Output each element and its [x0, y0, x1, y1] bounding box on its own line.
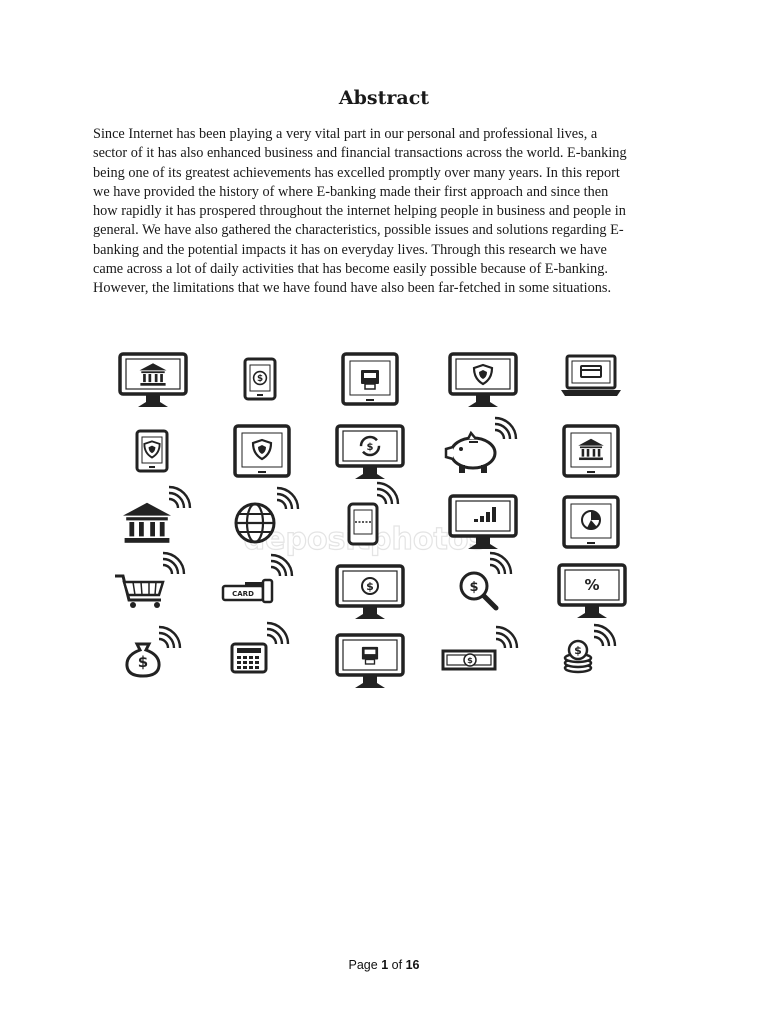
- svg-text:$: $: [366, 442, 374, 453]
- card-swipe-wireless-icon: [223, 555, 292, 602]
- tablet-pie-chart-icon: [564, 497, 618, 547]
- tablet-shield-large-icon: [235, 426, 289, 476]
- page-word: Page: [348, 958, 378, 972]
- abstract-paragraph: [93, 125, 678, 299]
- magnifier-dollar-sign: $: [469, 580, 479, 595]
- bank-wireless-icon: [123, 487, 190, 543]
- ebanking-icon-grid: [91, 340, 655, 696]
- shopping-cart-wireless-icon: [115, 553, 184, 608]
- magnifier-dollar-icon: [461, 553, 511, 608]
- icon-grid-svg: $ $ CARD $ % $ $: [95, 346, 655, 696]
- page-total: 16: [405, 958, 420, 972]
- abstract-line: came across a lot of daily activities that has become easily possible because of E-banking.: [93, 261, 608, 278]
- laptop-card-icon: [561, 356, 621, 396]
- banknote-wireless-icon: [443, 627, 517, 669]
- abstract-line: Since Internet has been playing a very vital part in our personal and professional lives, a: [93, 126, 598, 142]
- abstract-line: However, the limitations that we have found have also been far-fetched in some situations.: [93, 280, 612, 297]
- abstract-line: banking and the potential impacts it has on everyday lives. Through this research we have: [93, 241, 607, 258]
- page-title: Abstract: [338, 87, 430, 109]
- tablet-dollar-icon: [245, 359, 275, 399]
- abstract-line: we have provided the history of where E-banking made their first approach and since then: [93, 183, 609, 200]
- monitor-dollar-icon: [337, 566, 403, 619]
- abstract-line: being one of its greatest achievements has excelled promptly over many years. In this report: [93, 164, 620, 181]
- money-bag-wireless-icon: [127, 627, 180, 676]
- page-current: 1: [381, 958, 389, 972]
- svg-text:$: $: [137, 653, 149, 671]
- svg-text:$: $: [574, 644, 582, 657]
- percent-label: %: [584, 576, 600, 594]
- tablet-bank-icon: [564, 426, 618, 476]
- page-number-footer: [0, 958, 768, 972]
- monitor-atm-icon: [337, 635, 403, 688]
- coins-wireless-icon: [565, 625, 615, 672]
- calculator-wireless-icon: [232, 623, 288, 672]
- piggy-bank-wireless-icon: [446, 418, 516, 473]
- abstract-line: how rapidly it has prospered throughout the internet helping people in business and people in: [93, 203, 626, 220]
- of-word: of: [391, 958, 403, 972]
- abstract-line: sector of it has also enhanced business and financial transactions across the world. E-banking: [93, 145, 627, 162]
- monitor-exchange-icon: [337, 426, 403, 479]
- tablet-shield-icon: [137, 431, 167, 471]
- monitor-shield-icon: [450, 354, 516, 407]
- card-label: CARD: [232, 590, 254, 598]
- monitor-atm-icon: [343, 354, 397, 404]
- abstract-line: general. We have also gathered the characteristics, possible issues and solutions regarding E-: [93, 222, 624, 239]
- monitor-percent-icon: [559, 565, 625, 618]
- monitor-bank-icon: [120, 354, 186, 407]
